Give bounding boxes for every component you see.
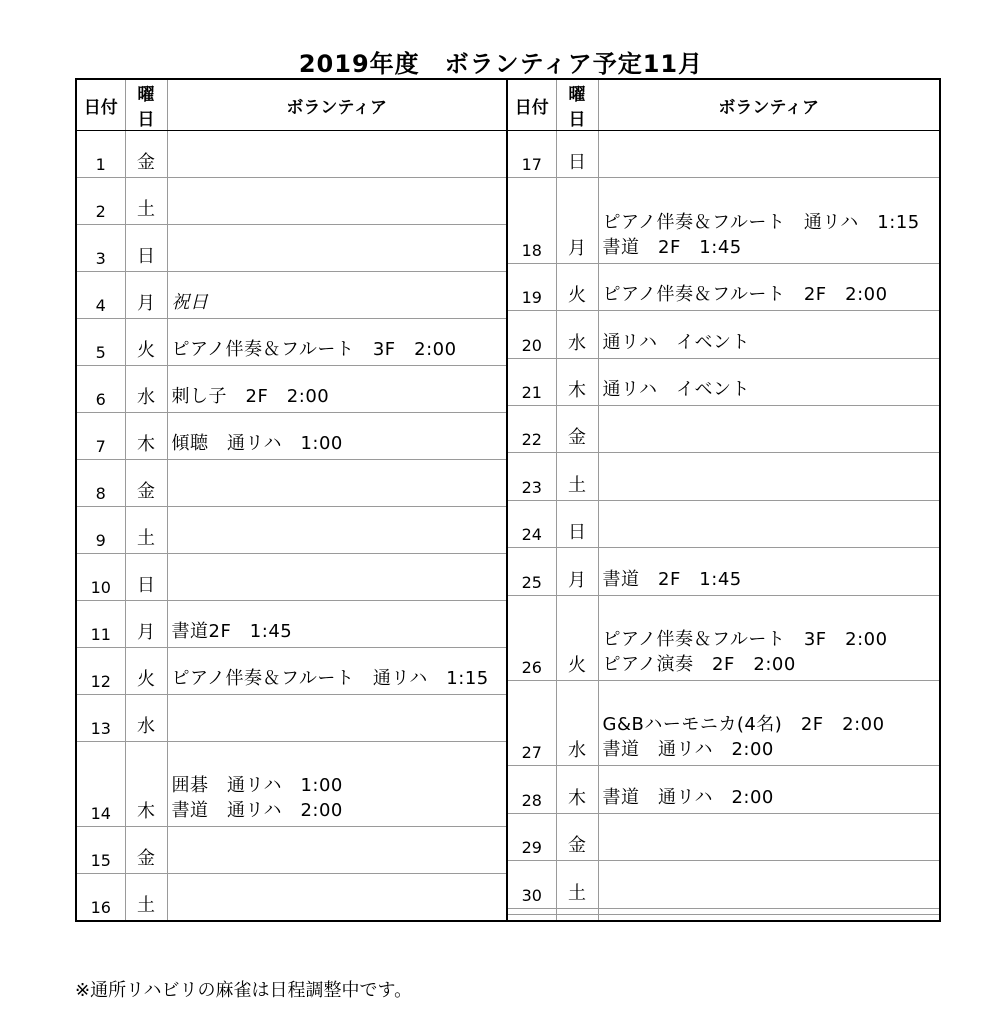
activity-line: 書道2F 1:45 <box>171 621 293 643</box>
activity-line: ピアノ伴奏＆フルート 通リハ 1:15 <box>171 668 489 690</box>
schedule-left-half <box>77 80 508 920</box>
activity-line: 書道 通リハ 2:00 <box>171 800 343 822</box>
activity-cell <box>167 554 506 601</box>
table-row <box>77 319 506 366</box>
table-row <box>508 358 939 405</box>
activity-line: 通リハ イベント <box>602 378 750 400</box>
activity-cell <box>598 680 939 765</box>
activity-cell <box>598 914 939 920</box>
table-row <box>77 695 506 742</box>
table-row <box>77 874 506 920</box>
header-activity: ボランティア <box>598 80 939 131</box>
schedule-table <box>75 78 941 922</box>
table-row <box>508 178 939 263</box>
date-cell: 9 <box>77 507 125 554</box>
weekday-cell: 火 <box>556 595 598 680</box>
weekday-cell: 水 <box>125 366 167 413</box>
table-row <box>508 861 939 908</box>
activity-cell <box>167 460 506 507</box>
date-cell: 23 <box>508 453 556 500</box>
activity-cell <box>598 766 939 813</box>
table-row <box>508 131 939 178</box>
weekday-cell: 土 <box>125 507 167 554</box>
activity-cell <box>167 225 506 272</box>
date-cell: 15 <box>77 827 125 874</box>
date-cell: 25 <box>508 548 556 595</box>
page-title: 2019年度 ボランティア予定11月 <box>298 50 704 78</box>
weekday-cell: 土 <box>125 874 167 920</box>
activity-cell <box>598 178 939 263</box>
weekday-cell: 月 <box>125 601 167 648</box>
activity-cell <box>167 178 506 225</box>
date-cell <box>508 914 556 920</box>
activity-cell <box>598 861 939 908</box>
date-cell: 18 <box>508 178 556 263</box>
weekday-cell: 月 <box>556 548 598 595</box>
weekday-cell: 日 <box>125 554 167 601</box>
table-row <box>508 813 939 860</box>
activity-line: ピアノ伴奏＆フルート 3F 2:00 <box>171 339 457 361</box>
weekday-cell: 水 <box>556 680 598 765</box>
weekday-cell: 水 <box>125 695 167 742</box>
weekday-cell: 日 <box>556 500 598 547</box>
left-body <box>77 131 506 921</box>
date-cell: 10 <box>77 554 125 601</box>
activity-line: 書道 通リハ 2:00 <box>602 786 774 808</box>
date-cell: 29 <box>508 813 556 860</box>
date-cell: 27 <box>508 680 556 765</box>
activity-cell <box>598 548 939 595</box>
table-row <box>508 453 939 500</box>
weekday-cell <box>556 914 598 920</box>
table-row <box>508 680 939 765</box>
activity-cell <box>598 595 939 680</box>
activity-cell <box>598 131 939 178</box>
weekday-cell: 金 <box>556 405 598 452</box>
weekday-cell: 日 <box>125 225 167 272</box>
date-cell: 16 <box>77 874 125 920</box>
header-row <box>77 80 506 131</box>
table-row <box>508 405 939 452</box>
table-row <box>508 500 939 547</box>
table-row <box>77 507 506 554</box>
activity-line: 通リハ イベント <box>602 331 750 353</box>
date-cell: 8 <box>77 460 125 507</box>
date-cell: 20 <box>508 311 556 358</box>
table-row <box>508 548 939 595</box>
activity-line: 囲碁 通リハ 1:00 <box>171 775 343 797</box>
table-row <box>77 225 506 272</box>
date-cell: 6 <box>77 366 125 413</box>
date-cell: 17 <box>508 131 556 178</box>
weekday-cell: 木 <box>556 358 598 405</box>
activity-line: 傾聴 通リハ 1:00 <box>171 433 343 455</box>
date-cell: 13 <box>77 695 125 742</box>
activity-cell <box>598 263 939 310</box>
activity-line: ピアノ伴奏＆フルート 2F 2:00 <box>602 284 888 306</box>
activity-cell <box>167 507 506 554</box>
table-row <box>77 272 506 319</box>
weekday-cell: 日 <box>556 131 598 178</box>
weekday-cell: 火 <box>125 648 167 695</box>
activity-cell <box>598 358 939 405</box>
header-activity: ボランティア <box>167 80 506 131</box>
date-cell: 5 <box>77 319 125 366</box>
table-row <box>77 413 506 460</box>
date-cell: 4 <box>77 272 125 319</box>
activity-cell <box>167 648 506 695</box>
activity-cell <box>167 413 506 460</box>
table-row <box>77 742 506 827</box>
weekday-cell: 土 <box>556 861 598 908</box>
activity-cell <box>598 453 939 500</box>
activity-line: 書道 2F 1:45 <box>602 236 742 258</box>
table-row <box>77 601 506 648</box>
table-row <box>77 648 506 695</box>
weekday-cell: 木 <box>125 413 167 460</box>
date-cell: 11 <box>77 601 125 648</box>
table-row <box>508 263 939 310</box>
table-row <box>77 460 506 507</box>
date-cell: 19 <box>508 263 556 310</box>
weekday-cell: 木 <box>556 766 598 813</box>
date-cell: 21 <box>508 358 556 405</box>
weekday-cell: 金 <box>125 460 167 507</box>
table-row <box>77 178 506 225</box>
table-row <box>77 554 506 601</box>
activity-cell <box>167 272 506 319</box>
activity-cell <box>598 311 939 358</box>
table-row <box>77 366 506 413</box>
header-weekday: 曜日 <box>125 80 167 131</box>
activity-line: 刺し子 2F 2:00 <box>171 386 330 408</box>
left-table <box>77 80 506 920</box>
schedule-right-half <box>508 80 939 920</box>
weekday-cell: 金 <box>125 827 167 874</box>
weekday-cell: 木 <box>125 742 167 827</box>
activity-cell <box>167 742 506 827</box>
weekday-cell: 火 <box>125 319 167 366</box>
date-cell: 2 <box>77 178 125 225</box>
date-cell: 3 <box>77 225 125 272</box>
weekday-cell: 月 <box>125 272 167 319</box>
activity-cell <box>167 366 506 413</box>
date-cell: 12 <box>77 648 125 695</box>
date-cell: 7 <box>77 413 125 460</box>
activity-line: ピアノ演奏 2F 2:00 <box>602 653 796 675</box>
weekday-cell: 金 <box>556 813 598 860</box>
activity-line: ピアノ伴奏＆フルート 通リハ 1:15 <box>602 211 920 233</box>
table-row <box>508 311 939 358</box>
activity-line: 書道 通リハ 2:00 <box>602 739 774 761</box>
right-table <box>508 80 939 920</box>
activity-cell <box>167 827 506 874</box>
activity-cell <box>598 813 939 860</box>
activity-cell <box>167 131 506 178</box>
weekday-cell: 金 <box>125 131 167 178</box>
header-row <box>508 80 939 131</box>
activity-line: ピアノ伴奏＆フルート 3F 2:00 <box>602 628 888 650</box>
table-row <box>77 827 506 874</box>
date-cell: 24 <box>508 500 556 547</box>
activity-line: 書道 2F 1:45 <box>602 568 742 590</box>
activity-cell <box>167 319 506 366</box>
date-cell: 28 <box>508 766 556 813</box>
date-cell: 14 <box>77 742 125 827</box>
activity-cell <box>167 874 506 920</box>
activity-cell <box>598 500 939 547</box>
header-date: 日付 <box>508 80 556 131</box>
header-date: 日付 <box>77 80 125 131</box>
table-row <box>508 766 939 813</box>
weekday-cell: 月 <box>556 178 598 263</box>
activity-line: 祝日 <box>171 292 209 314</box>
table-row <box>508 914 939 920</box>
date-cell: 30 <box>508 861 556 908</box>
activity-cell <box>167 601 506 648</box>
date-cell: 1 <box>77 131 125 178</box>
date-cell: 26 <box>508 595 556 680</box>
table-row <box>508 595 939 680</box>
activity-cell <box>167 695 506 742</box>
activity-line: G&Bハーモニカ(4名) 2F 2:00 <box>602 714 885 736</box>
weekday-cell: 水 <box>556 311 598 358</box>
right-body <box>508 131 939 921</box>
weekday-cell: 土 <box>556 453 598 500</box>
weekday-cell: 土 <box>125 178 167 225</box>
date-cell: 22 <box>508 405 556 452</box>
table-row <box>77 131 506 178</box>
footnote: ※通所リハビリの麻雀は日程調整中です。 <box>75 980 413 1001</box>
weekday-cell: 火 <box>556 263 598 310</box>
header-weekday: 曜日 <box>556 80 598 131</box>
activity-cell <box>598 405 939 452</box>
